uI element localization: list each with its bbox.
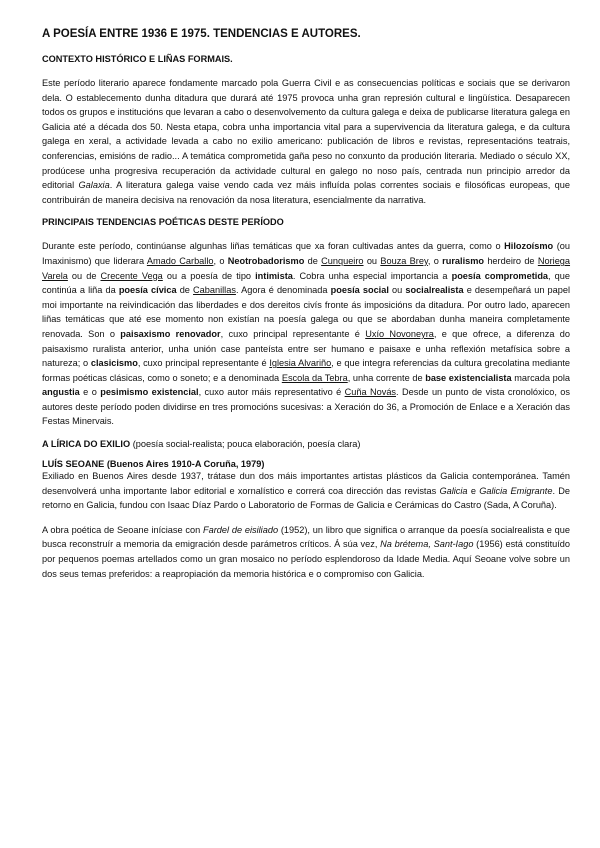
seoane-work-paragraph: A obra poética de Seoane iníciase con Fardel de eisiliado (1952), un libro que significa o arranque da poesía socialrealista e que busca reconstruír a memoria da emigración desde parámetros críticos. Á súa vez, Na brétema, Sant-Iago (1956) está constituído por pequenos poemas artellados como un gran mosaico no período esplendoroso da Idade Media. Aquí Seoane volve sobre un dos seus temas preferidos: a reapropiación da memoria histórica e o compromiso con Galicia. [42,524,571,579]
link-escola-da-tebra[interactable]: Escola da Tebra [281,372,348,383]
lirica-exilio-heading: A LÍRICA DO EXILIO (poesía social-realista; pouca elaboración, poesía clara) [42,439,361,450]
context-heading: CONTEXTO HISTÓRICO E LIÑAS FORMAIS. [42,54,233,64]
document-page [42,28,570,591]
link-uxio-novoneyra[interactable]: Uxío Novoneyra [365,328,434,339]
link-cabanillas[interactable]: Cabanillas [193,285,236,296]
link-iglesia-alvarino[interactable]: Iglesia Alvariño [269,358,332,369]
context-paragraph: Este período literario aparece fondamente marcado pola Guerra Civil e as consecuencias políticas e sociais que se derivaron dela. O establecemento dunha ditadura que durará até 1975 provoca unha gran represión cultural e lingüística. Desaparecen todos os grupos e institucións que levaran a cabo o desenvolvemento da cultura galega e deixa de publicarse literatura galega en Galicia até a década dos 50. Nesta etapa, cobra unha importancia vital para a supervivencia da literatura galega, e da cultura galega en xeral, a actividade levada a cabo no exilio americano: publicación de libros e revistas, representacións teatrais, conferencias, emisións de radio... A temática comprometida gaña peso no conxunto da produción literaria. Mediado o século XX, prodúcese unha progresiva recuperación da actividade cultural en galego no noso país, centrada nun principio arredor da editorial Galaxia. A literatura galega vaise vendo cada vez máis influída polas correntes sociais e filosóficas europeas, que contribuirán de maneira decisiva na renovación da nosa literatura, esencialmente da narrativa. [42,78,570,205]
seoane-heading: LUÍS SEOANE (Buenos Aires 1910-A Coruña, 1979) [42,459,265,470]
link-crecente-vega[interactable]: Crecente Vega [100,270,163,281]
tendencies-heading: PRINCIPAIS TENDENCIAS POÉTICAS DESTE PERÍODO [42,217,284,228]
tendencies-paragraph: Durante este período, continúanse algunhas liñas temáticas que xa foran cultivadas antes da guerra, como o Hilozoísmo (ou Imaxinismo) que liderara Amado Carballo, o Neotrobadorismo de Cunqueiro ou Bouza Brey, o ruralismo herdeiro de Noriega Varela ou de Crecente Vega ou a poesía de tipo intimista. Cobra unha especial importancia a poesía comprometida, que continúa a liña da poesía cívica de Cabanillas. Agora é denominada poesía social ou socialrealista e desempeñará un papel moi importante na reivindicación das liberdades e dos dereitos civís fronte ás imposicións da ditadura. Por outro lado, aparecen liñas temáticas que até ese momento non existían na poesía galega ou que se abordaban dunha maneira completamente renovada. Son o paisaxismo renovador, cuxo principal representante é Uxío Novoneyra, e que ofrece, a diferenza do paisaxismo ruralista anterior, unha unión case panteísta entre ser humano e paisaxe e unha reflexión metafísica sobre a natureza; o clasicismo, cuxo principal representante é Iglesia Alvariño, e que integra referencias da cultura grecolatina mediante formas poéticas clásicas, como o soneto; e a denominada Escola da Tebra, unha corrente de base existencialista marcada pola angustia e o pesimismo existencial, cuxo autor máis representativo é Cuña Novás. Desde un punto de vista cronolóxico, os autores deste período poden dividirse en tres promocións sucesivas: a Xeración do 36, a Promoción de Enlace e a Xeración das Festas Minervais. [42,241,571,427]
link-cunqueiro[interactable]: Cunqueiro [321,255,364,266]
link-noriega-varela[interactable]: Noriega Varela [42,255,571,281]
link-bouza-brey[interactable]: Bouza Brey [380,255,428,266]
seoane-bio-paragraph: Exiliado en Buenos Aires desde 1937, trátase dun dos máis importantes artistas plásticos da Galicia contemporánea. Tamén desenvolverá unha importante labor editorial e xornalístico e correrá coa dirección das revistas Galicia e Galicia Emigrante. De retorno en Galicia, fundou con Isaac Díaz Pardo o Laboratorio de Formas de Galicia e Cerámicas do Castro (Sada, A Coruña). [42,471,571,511]
link-cunha-novas[interactable]: Cuña Novás [344,387,397,398]
link-amado-carballo[interactable]: Amado Carballo [146,255,214,266]
document-title: A POESÍA ENTRE 1936 E 1975. TENDENCIAS E AUTORES. [42,28,361,40]
